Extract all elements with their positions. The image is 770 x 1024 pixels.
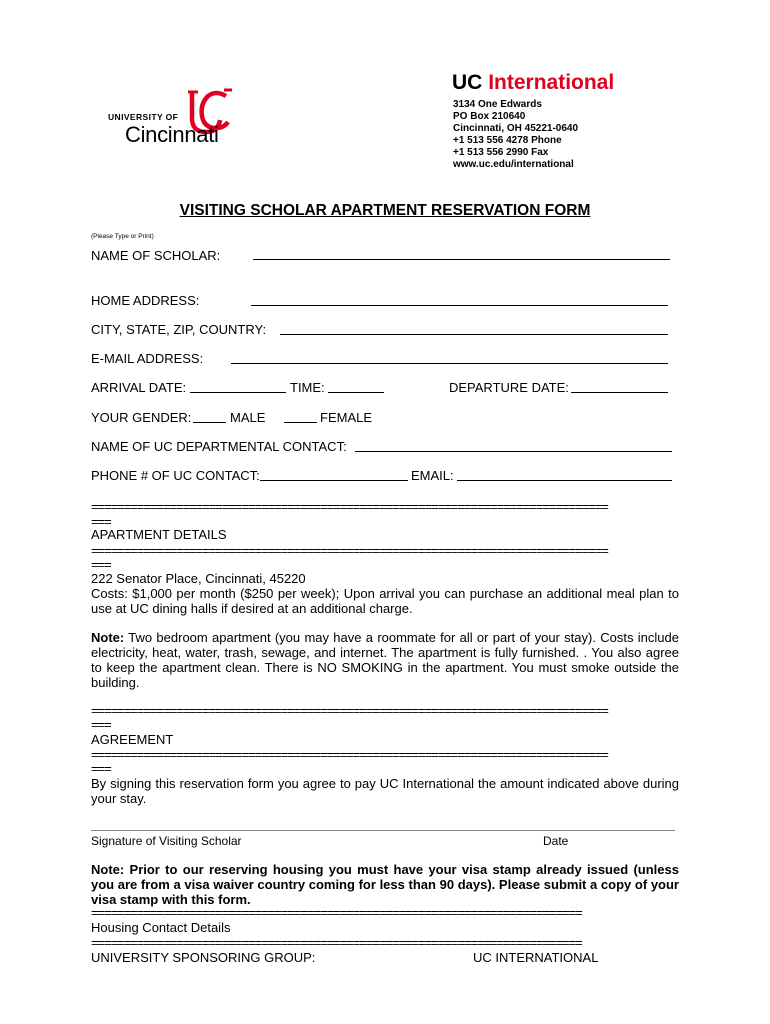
separator-tail: === — [91, 717, 111, 732]
separator: =============================================================================== — [91, 544, 608, 557]
female-label: FEMALE — [320, 410, 373, 425]
time-label: TIME: — [290, 380, 325, 395]
gender-label: YOUR GENDER: — [91, 410, 192, 425]
separator: =========================================================================== — [91, 936, 582, 949]
departure-date-label: DEPARTURE DATE: — [449, 380, 569, 395]
form-title: VISITING SCHOLAR APARTMENT RESERVATION FORM — [179, 202, 591, 219]
name-field[interactable] — [253, 259, 670, 260]
office-address — [453, 99, 578, 171]
logo-cincinnati: Cincinnati — [125, 122, 219, 147]
departure-date-field[interactable] — [571, 392, 668, 393]
arrival-date-field[interactable] — [190, 392, 286, 393]
logo-university-of: UNIVERSITY OF — [108, 112, 179, 122]
sponsoring-group-label: UNIVERSITY SPONSORING GROUP: — [91, 950, 316, 965]
contact-email-field[interactable] — [457, 480, 672, 481]
date-label: Date — [543, 834, 569, 848]
separator-tail: === — [91, 514, 111, 529]
apartment-heading: APARTMENT DETAILS — [91, 527, 227, 542]
sponsoring-group-value: UC INTERNATIONAL — [473, 950, 599, 965]
address-line: 3134 One Edwards — [453, 99, 542, 110]
separator: =============================================================================== — [91, 704, 608, 717]
apartment-note — [91, 630, 679, 690]
home-address-label: HOME ADDRESS: — [91, 293, 200, 308]
apartment-note-text: Two bedroom apartment (you may have a roommate for all or part of your stay). Costs include electricity, heat, water, trash, sewage, and internet. The apartment is fully furnished. . You also agree to keep the apartment clean. There is NO SMOKING in the apartment. You must smoke outside the building. — [91, 630, 679, 690]
home-address-field[interactable] — [251, 305, 668, 306]
address-fax: +1 513 556 2990 Fax — [453, 147, 549, 158]
separator-tail: === — [91, 761, 111, 776]
separator: =============================================================================== — [91, 748, 608, 761]
dept-contact-label: NAME OF UC DEPARTMENTAL CONTACT: — [91, 439, 347, 454]
university-logo — [108, 88, 238, 148]
time-field[interactable] — [328, 392, 384, 393]
apartment-note-label: Note: — [91, 630, 125, 645]
office-title-international: International — [488, 71, 615, 94]
address-phone: +1 513 556 4278 Phone — [453, 135, 562, 146]
signature-line[interactable] — [91, 830, 675, 831]
dept-contact-field[interactable] — [355, 451, 672, 452]
signature-label: Signature of Visiting Scholar — [91, 834, 242, 848]
email-label: E-MAIL ADDRESS: — [91, 351, 204, 366]
separator: =============================================================================== — [91, 500, 608, 513]
separator-tail: === — [91, 557, 111, 572]
address-website: www.uc.edu/international — [453, 159, 574, 170]
address-line: Cincinnati, OH 45221-0640 — [453, 123, 579, 134]
email-field[interactable] — [231, 363, 668, 364]
contact-phone-field[interactable] — [260, 480, 408, 481]
name-label: NAME OF SCHOLAR: — [91, 248, 221, 263]
office-title — [452, 71, 614, 95]
gender-female-field[interactable] — [284, 422, 317, 423]
visa-note: Note: Prior to our reserving housing you must have your visa stamp already issued (unless you are from a visa waiver country coming for less than 90 days). Please submit a copy of your visa stamp with this form. — [91, 862, 679, 907]
apartment-costs: Costs: $1,000 per month ($250 per week); Upon arrival you can purchase an additional meal plan to use at UC dining halls if desired at an additional charge. — [91, 586, 679, 616]
separator: =========================================================================== — [91, 906, 582, 919]
apartment-address: 222 Senator Place, Cincinnati, 45220 — [91, 571, 306, 586]
agreement-heading: AGREEMENT — [91, 732, 174, 747]
contact-email-label: EMAIL: — [411, 468, 454, 483]
agreement-text: By signing this reservation form you agree to pay UC International the amount indicated above during your stay. — [91, 776, 679, 806]
contact-phone-label: PHONE # OF UC CONTACT: — [91, 468, 260, 483]
housing-heading: Housing Contact Details — [91, 920, 231, 935]
city-state-zip-label: CITY, STATE, ZIP, COUNTRY: — [91, 322, 267, 337]
male-label: MALE — [230, 410, 266, 425]
type-or-print-note: (Please Type or Print) — [91, 233, 154, 240]
office-title-uc: UC — [452, 71, 483, 94]
gender-male-field[interactable] — [193, 422, 226, 423]
city-state-zip-field[interactable] — [280, 334, 668, 335]
address-line: PO Box 210640 — [453, 111, 526, 122]
arrival-date-label: ARRIVAL DATE: — [91, 380, 187, 395]
